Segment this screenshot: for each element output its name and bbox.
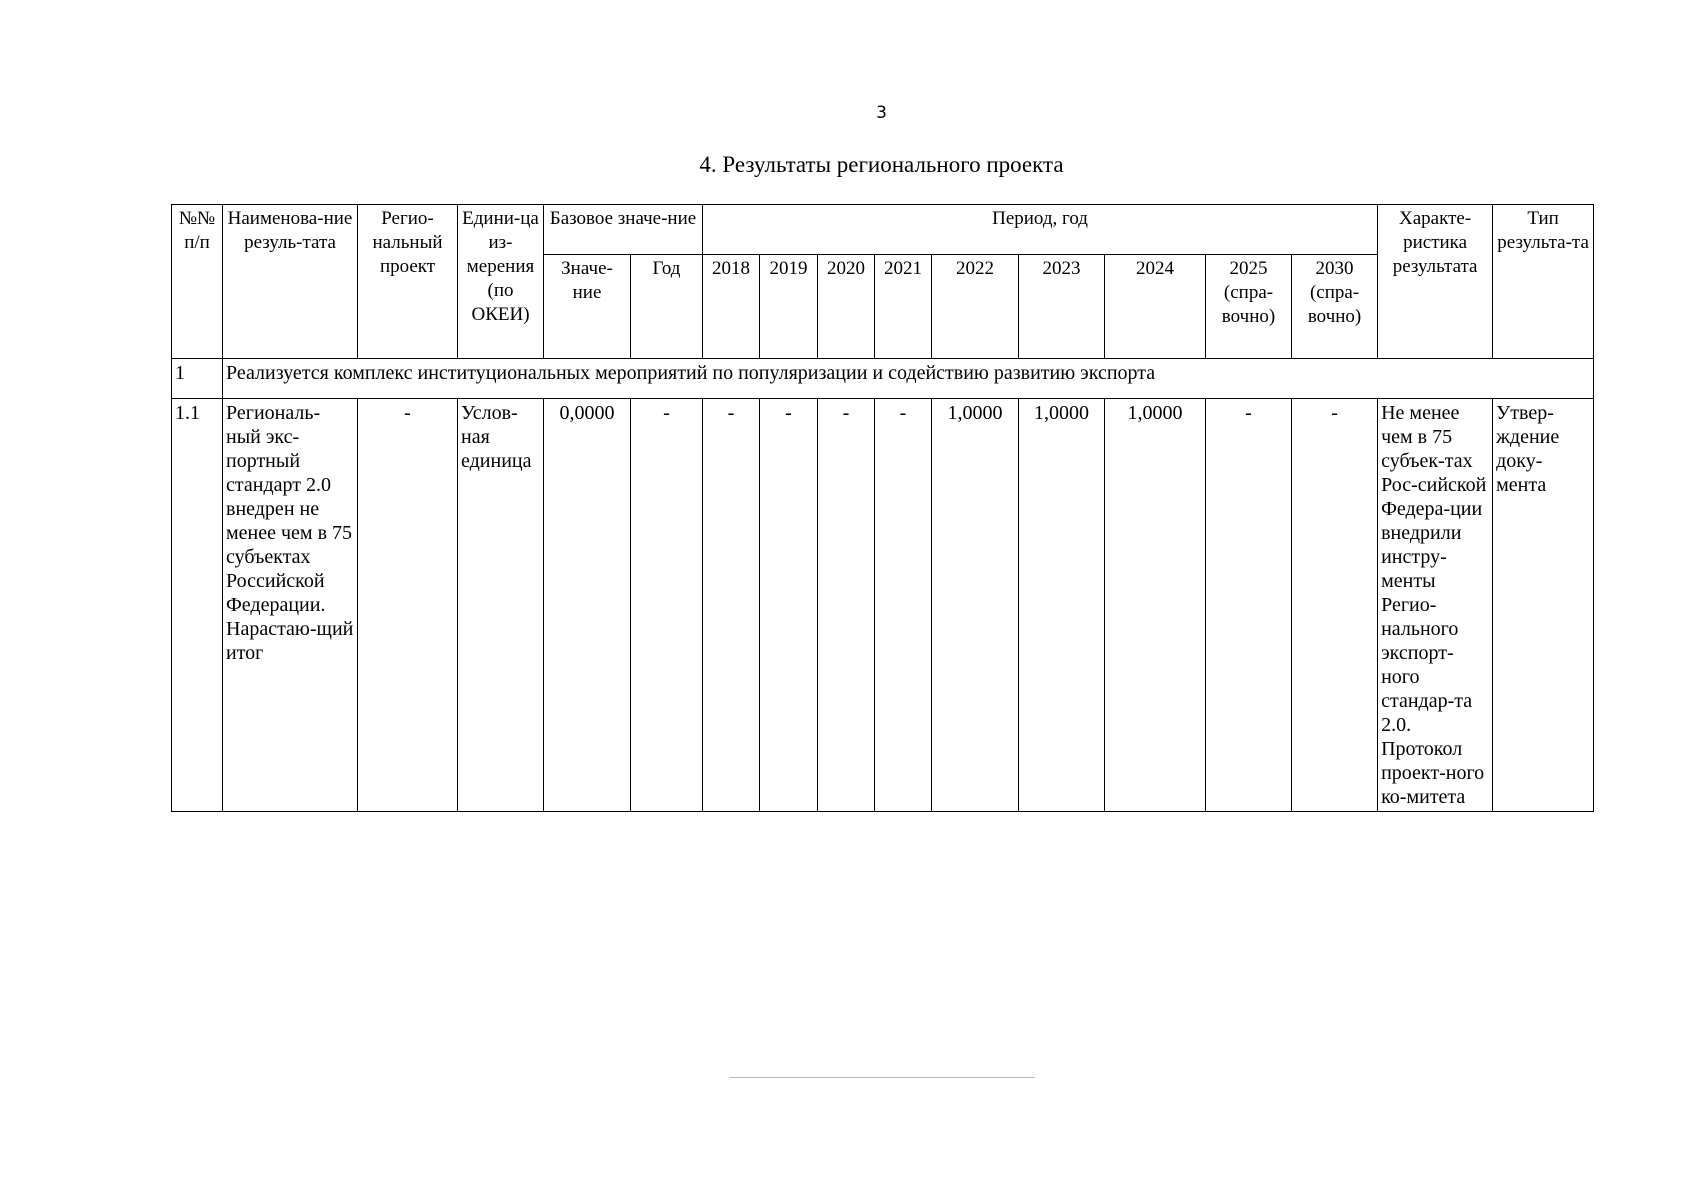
page-number: 3 — [876, 103, 887, 123]
row-value: - — [1292, 399, 1378, 812]
header-year: 2024 — [1105, 255, 1206, 359]
row-base-year: - — [631, 399, 703, 812]
section-row — [172, 359, 1594, 399]
header-year: 2023 — [1019, 255, 1105, 359]
header-year: 2018 — [703, 255, 760, 359]
section-text: Реализуется комплекс институциональных мероприятий по популяризации и содействию развитию экспорта — [223, 359, 1594, 399]
table-header-row — [172, 205, 1594, 255]
row-regional-project: - — [358, 399, 458, 812]
row-unit: Услов-ная единица — [458, 399, 544, 812]
row-value: 1,0000 — [1019, 399, 1105, 812]
header-name: Наименова-ние резуль-тата — [223, 205, 358, 359]
row-name: Региональ-ный экс-портный стандарт 2.0 внедрен не менее чем в 75 субъектах Российской Федерации. Нарастаю-щий итог — [223, 399, 358, 812]
footnote-separator — [730, 1077, 1035, 1078]
row-type: Утвер-ждение доку-мента — [1493, 399, 1594, 812]
row-value: - — [1206, 399, 1292, 812]
header-num: №№ п/п — [172, 205, 223, 359]
header-period: Период, год — [703, 205, 1378, 255]
table-row — [172, 399, 1594, 812]
row-value: - — [760, 399, 818, 812]
header-unit: Едини-ца из-мерения (по ОКЕИ) — [458, 205, 544, 359]
header-base-year: Год — [631, 255, 703, 359]
row-value: 1,0000 — [932, 399, 1019, 812]
page-title: 4. Результаты регионального проекта — [699, 152, 1064, 177]
header-year: 2030 (спра-вочно) — [1292, 255, 1378, 359]
header-year: 2022 — [932, 255, 1019, 359]
row-num: 1.1 — [172, 399, 223, 812]
header-year: 2025 (спра-вочно) — [1206, 255, 1292, 359]
row-value: - — [818, 399, 875, 812]
header-year: 2021 — [875, 255, 932, 359]
row-value: 1,0000 — [1105, 399, 1206, 812]
row-value: - — [875, 399, 932, 812]
header-regional-project: Регио-нальный проект — [358, 205, 458, 359]
row-base-value: 0,0000 — [544, 399, 631, 812]
header-type: Тип результа-та — [1493, 205, 1594, 359]
row-value: - — [703, 399, 760, 812]
header-year: 2020 — [818, 255, 875, 359]
section-num: 1 — [172, 359, 223, 399]
row-characteristic: Не менее чем в 75 субъек-тах Рос-сийской Федера-ции внедрили инстру-менты Регио-нального экспорт-ного стандар-та 2.0. Протокол проект-ного ко-митета — [1378, 399, 1493, 812]
header-year: 2019 — [760, 255, 818, 359]
header-characteristic: Характе-ристика результата — [1378, 205, 1493, 359]
header-base-value-sub: Значе-ние — [544, 255, 631, 359]
header-base-value: Базовое значе-ние — [544, 205, 703, 255]
results-table — [171, 204, 1594, 812]
